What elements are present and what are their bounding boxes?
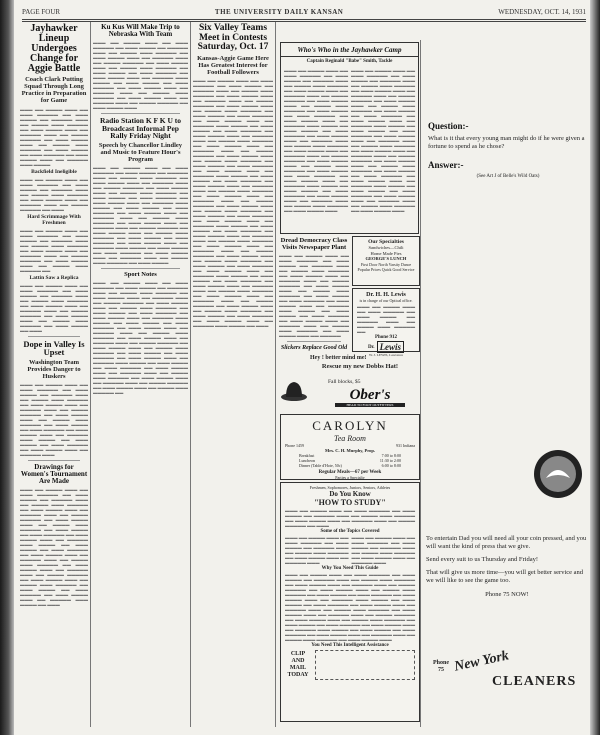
body-text: ▬▬▬ ▬▬ ▬▬▬▬ ▬▬▬ ▬▬ ▬▬▬ ▬▬▬▬▬ ▬▬ ▬▬▬ ▬▬▬▬ ▬▬ ▬▬▬▬▬ ▬▬▬ ▬▬ ▬▬▬▬ ▬▬▬ ▬▬▬▬▬ ▬▬ ▬▬▬ ▬▬▬▬ ▬▬▬ ▬▬ ▬▬▬▬▬ ▬▬▬ ▬▬ ▬▬▬▬ ▬▬▬▬▬ ▬▬ ▬▬▬ bbox=[20, 176, 88, 212]
ad-carolyn-owner: Mrs. C. H. Murphy, Prop. bbox=[324, 448, 376, 453]
ad-specialties-item: Home Made Pies bbox=[370, 250, 402, 256]
ad-ny-phone: Phone 75 bbox=[432, 660, 449, 673]
ad-carolyn-name: CAROLYN bbox=[312, 418, 388, 433]
ad-carolyn-regular: Regular Meals—67 per Week bbox=[318, 470, 382, 475]
ad-study-coupon bbox=[281, 648, 419, 682]
whos-who-box bbox=[280, 42, 419, 234]
scan-edge-right bbox=[590, 0, 600, 735]
body-text: ▬▬▬ ▬▬ ▬▬▬▬ ▬▬▬ ▬▬ ▬▬▬ ▬▬▬▬▬ ▬▬ ▬▬▬ ▬▬▬▬ ▬▬ ▬▬▬▬▬ ▬▬▬ ▬▬ ▬▬▬▬ ▬▬▬ ▬▬▬▬▬ ▬▬ ▬▬▬ ▬▬▬▬ ▬▬▬ ▬▬ ▬▬▬▬▬ ▬▬▬ ▬▬ ▬▬▬▬ ▬▬▬▬▬ ▬▬ ▬▬▬ ▬▬▬▬ ▬▬▬ ▬▬ ▬▬▬▬ ▬▬▬ ▬▬▬▬▬ ▬▬ ▬▬▬ ▬▬▬▬ ▬▬ ▬▬▬ ▬▬▬▬▬ ▬▬ ▬▬▬ ▬▬▬▬ ▬▬▬ ▬▬ ▬▬▬▬▬ ▬▬▬ ▬▬▬▬ ▬▬ ▬▬▬ ▬▬▬▬ ▬▬ ▬▬▬ ▬▬▬▬▬ ▬▬ ▬▬▬ ▬▬▬▬ ▬▬▬ ▬▬ ▬▬▬▬▬ ▬▬▬ ▬▬ ▬▬▬▬ ▬▬▬ ▬▬▬▬▬ ▬▬ ▬▬▬ ▬▬▬▬ ▬▬▬ ▬▬ ▬▬▬▬▬ ▬▬▬ ▬▬ ▬▬▬▬ ▬▬▬▬▬ ▬▬ ▬▬▬ ▬▬▬▬ ▬▬▬ ▬▬ ▬▬▬▬ ▬▬▬ ▬▬▬▬▬ ▬▬ ▬▬▬ ▬▬▬▬ ▬▬ ▬▬▬ ▬▬▬▬▬ ▬▬ ▬▬▬ ▬▬▬▬ ▬▬▬ ▬▬ ▬▬▬▬▬ ▬▬▬ ▬▬▬▬ ▬▬ ▬▬▬ ▬▬▬▬ ▬▬ ▬▬▬ ▬▬▬▬▬ ▬▬ ▬▬▬ ▬▬▬▬ ▬▬▬ ▬▬ ▬▬▬▬▬ ▬▬▬ ▬▬ ▬▬▬▬ ▬▬▬ ▬▬▬▬▬ ▬▬ ▬▬▬ ▬▬▬▬ ▬▬▬ ▬▬ ▬▬▬▬▬ ▬▬▬ ▬▬ ▬▬▬▬ ▬▬▬▬▬ ▬▬ ▬▬▬ ▬▬▬▬ ▬▬▬ ▬▬ ▬▬▬▬ ▬▬▬ ▬▬▬▬▬ ▬▬ bbox=[93, 280, 188, 396]
story-divider bbox=[287, 341, 341, 342]
body-text: ▬▬▬ ▬▬ ▬▬▬▬ ▬▬▬ ▬▬ ▬▬▬ ▬▬▬▬▬ ▬▬ ▬▬▬ ▬▬▬▬ ▬▬ ▬▬▬▬▬ ▬▬▬ ▬▬ ▬▬▬▬ ▬▬▬ ▬▬▬▬▬ ▬▬ ▬▬▬ ▬▬▬▬ ▬▬▬ ▬▬ ▬▬▬▬▬ ▬▬▬ ▬▬ ▬▬▬▬ ▬▬▬▬▬ ▬▬ ▬▬▬ ▬▬▬▬ ▬▬▬ ▬▬ ▬▬▬▬ ▬▬▬ ▬▬▬▬▬ ▬▬ ▬▬▬ ▬▬▬▬ ▬▬ ▬▬▬ ▬▬▬▬▬ ▬▬ ▬▬▬ ▬▬▬▬ ▬▬▬ ▬▬ ▬▬▬▬▬ ▬▬▬ ▬▬▬▬ ▬▬ ▬▬▬ ▬▬▬▬ ▬▬ ▬▬▬ ▬▬▬▬▬ ▬▬ ▬▬▬ ▬▬▬▬ ▬▬▬ ▬▬ ▬▬▬▬▬ ▬▬▬ ▬▬ ▬▬▬▬ ▬▬▬ ▬▬▬▬▬ ▬▬ ▬▬▬ ▬▬▬▬ ▬▬▬ ▬▬ ▬▬▬▬▬ ▬▬▬ ▬▬ ▬▬▬▬ ▬▬▬▬▬ ▬▬ ▬▬▬ ▬▬▬▬ ▬▬▬ ▬▬ ▬▬▬▬ ▬▬▬ ▬▬▬▬▬ ▬▬ ▬▬▬ ▬▬▬▬ ▬▬ ▬▬▬ ▬▬▬▬▬ ▬▬ ▬▬▬ ▬▬▬▬ ▬▬▬ ▬▬ ▬▬▬▬▬ ▬▬▬ ▬▬▬▬ ▬▬ ▬▬▬ bbox=[20, 487, 88, 608]
ad-lewis-line: is in charge of our Optical office. bbox=[359, 298, 413, 303]
ad-obers-line2: Rescue my new Dobbs Hat! bbox=[321, 363, 399, 370]
column-1 bbox=[20, 22, 88, 727]
body-text: ▬▬▬ ▬▬ ▬▬▬▬ ▬▬▬ ▬▬ ▬▬▬ ▬▬▬▬▬ ▬▬ ▬▬▬ ▬▬▬▬ ▬▬ ▬▬▬▬▬ ▬▬▬ ▬▬ ▬▬▬▬ ▬▬▬ ▬▬▬▬▬ ▬▬ ▬▬▬ ▬▬▬▬ ▬▬▬ ▬▬ ▬▬▬▬▬ ▬▬▬ ▬▬ ▬▬▬▬ ▬▬▬▬▬ ▬▬ ▬▬▬ ▬▬▬▬ ▬▬▬ ▬▬ ▬▬▬▬ ▬▬▬ ▬▬▬▬▬ ▬▬ ▬▬▬ ▬▬▬▬ ▬▬ ▬▬▬ ▬▬▬▬▬ ▬▬ ▬▬▬ ▬▬▬▬ ▬▬▬ ▬▬ ▬▬▬▬▬ ▬▬▬ ▬▬▬▬ ▬▬ ▬▬▬ ▬▬▬▬ ▬▬ ▬▬▬ ▬▬▬▬▬ ▬▬ ▬▬▬ ▬▬▬▬ ▬▬▬ ▬▬ ▬▬▬▬▬ ▬▬▬ bbox=[20, 382, 88, 458]
ad-dr-lewis bbox=[352, 288, 420, 357]
ad-ny-cleaners: CLEANERS bbox=[492, 674, 577, 689]
ad-specialties-item: GEORGE'S LUNCH bbox=[365, 256, 407, 261]
subhead-kansas-aggie: Kansas-Aggie Game Here Has Greatest Interest for Football Followers bbox=[197, 54, 269, 76]
ad-obers-logo bbox=[335, 388, 405, 408]
ad-ent-line2: Send every suit to us Thursday and Friday! bbox=[426, 556, 538, 563]
ad-carolyn-address: 931 Indiana bbox=[396, 443, 415, 448]
ad-carolyn-sub: Tea Room bbox=[334, 434, 366, 443]
ad-study-body: ▬▬▬ ▬▬ ▬▬▬▬ ▬▬▬ ▬▬ ▬▬▬ ▬▬▬▬▬ ▬▬ ▬▬▬ ▬▬▬▬ ▬▬ ▬▬▬▬▬ ▬▬▬ ▬▬ ▬▬▬▬ ▬▬▬ ▬▬▬▬▬ ▬▬ ▬▬▬ ▬▬▬▬ ▬▬▬ ▬▬ ▬▬▬▬▬ ▬▬▬ ▬▬ ▬▬▬▬ ▬▬▬▬▬ ▬▬ ▬▬▬ bbox=[285, 508, 415, 528]
subhead-lattin: Lattin Saw a Replica bbox=[29, 274, 79, 281]
subhead-coach-clark: Coach Clark Putting Squad Through Long Practice in Preparation for Game bbox=[21, 76, 87, 105]
column-rule bbox=[90, 22, 91, 727]
ad-study-why-body: ▬▬▬ ▬▬ ▬▬▬▬ ▬▬▬ ▬▬ ▬▬▬ ▬▬▬▬▬ ▬▬ ▬▬▬ ▬▬▬▬ ▬▬ ▬▬▬▬▬ ▬▬▬ ▬▬ ▬▬▬▬ ▬▬▬ ▬▬▬▬▬ ▬▬ ▬▬▬ ▬▬▬▬ ▬▬▬ ▬▬ ▬▬▬▬▬ ▬▬▬ ▬▬ ▬▬▬▬ ▬▬▬▬▬ ▬▬ ▬▬▬ ▬▬▬▬ ▬▬▬ ▬▬ ▬▬▬▬ ▬▬▬ ▬▬▬▬▬ ▬▬ ▬▬▬ ▬▬▬▬ ▬▬ ▬▬▬ ▬▬▬▬▬ ▬▬ ▬▬▬ ▬▬▬▬ ▬▬▬ ▬▬ ▬▬▬▬▬ ▬▬▬ ▬▬▬▬ ▬▬ ▬▬▬ ▬▬▬▬ ▬▬ ▬▬▬ ▬▬▬▬▬ ▬▬ ▬▬▬ ▬▬▬▬ ▬▬▬ ▬▬ ▬▬▬▬▬ ▬▬▬ ▬▬ ▬▬▬▬ ▬▬▬ ▬▬▬▬▬ ▬▬ ▬▬▬ ▬▬▬▬ ▬▬▬ ▬▬ ▬▬▬▬▬ ▬▬▬ ▬▬ ▬▬▬▬ ▬▬▬▬▬ ▬▬ ▬▬▬ ▬▬▬▬ ▬▬▬ ▬▬ ▬▬▬▬ ▬▬▬ ▬▬▬▬▬ ▬▬ ▬▬▬ ▬▬▬▬ ▬▬ ▬▬▬ ▬▬▬▬▬ ▬▬ ▬▬▬ ▬▬▬▬ ▬▬▬ ▬▬ ▬▬▬▬▬ ▬▬▬ ▬▬▬▬ ▬▬ ▬▬▬ ▬▬▬▬ ▬▬ ▬▬▬ ▬▬▬▬▬ ▬▬ ▬▬▬ ▬▬▬▬ ▬▬▬ ▬▬ ▬▬▬▬▬ ▬▬▬ ▬▬ ▬▬▬▬ ▬▬▬ ▬▬▬▬▬ ▬▬ ▬▬▬ ▬▬▬▬ ▬▬▬ bbox=[285, 572, 415, 642]
ad-georges-lunch bbox=[352, 236, 420, 286]
ad-ent-line1: To entertain Dad you will need all your coin pressed, and you will want the kind of press that we give. bbox=[426, 535, 587, 550]
header-rule bbox=[22, 19, 586, 20]
ad-study-audience: Freshmen, Sophomores, Juniors, Seniors, Athletes bbox=[309, 485, 391, 490]
ad-study-do-you: Do You Know bbox=[329, 490, 371, 498]
headline-radio-station: Radio Station K F K U to Broadcast Informal Pep Rally Friday Night bbox=[100, 116, 181, 140]
column-rule bbox=[275, 22, 276, 727]
ad-lewis-name: Dr. H. H. Lewis bbox=[366, 292, 406, 298]
ad-carolyn-parties: Parties a Specialty bbox=[335, 475, 365, 480]
story-divider bbox=[101, 113, 180, 114]
header-date: WEDNESDAY, OCT. 14, 1931 bbox=[498, 8, 586, 16]
headline-drawings: Drawings for Women's Tournament Are Made bbox=[20, 463, 88, 486]
ad-specialties-item: Sandwiches—Chili bbox=[368, 245, 404, 250]
ad-entertain-dad bbox=[426, 535, 588, 635]
ad-lewis-body: ▬▬▬ ▬▬ ▬▬▬▬ ▬▬▬ ▬▬ ▬▬▬ ▬▬▬▬▬ ▬▬ ▬▬▬ ▬▬▬▬ ▬▬ ▬▬▬▬▬ ▬▬▬ ▬▬ ▬▬▬▬ ▬▬▬ ▬▬▬▬▬ ▬▬ bbox=[357, 304, 415, 334]
body-text: ▬▬▬ ▬▬ ▬▬▬▬ ▬▬▬ ▬▬ ▬▬▬ ▬▬▬▬▬ ▬▬ ▬▬▬ ▬▬▬▬ ▬▬ ▬▬▬▬▬ ▬▬▬ ▬▬ ▬▬▬▬ ▬▬▬ ▬▬▬▬▬ ▬▬ ▬▬▬ ▬▬▬▬ ▬▬▬ ▬▬ ▬▬▬▬▬ ▬▬▬ ▬▬ ▬▬▬▬ ▬▬▬▬▬ ▬▬ ▬▬▬ ▬▬▬▬ ▬▬▬ ▬▬ ▬▬▬▬ ▬▬▬ ▬▬▬▬▬ ▬▬ bbox=[20, 227, 88, 273]
subhead-washington: Washington Team Provides Danger to Huskers bbox=[27, 358, 81, 381]
ad-how-to-study bbox=[280, 482, 420, 722]
ad-obers-line1: Hey ! better mind me! bbox=[310, 355, 367, 361]
headline-ku-kus: Ku Kus Will Make Trip to Nebraska With Team bbox=[101, 23, 180, 38]
meal-row: Breakfast 7:00 to 8:00 bbox=[299, 453, 401, 458]
answer-label: Answer:- bbox=[428, 160, 464, 170]
answer-text: (See Art J of Belle's Wild Oats) bbox=[476, 174, 540, 179]
column-5-question bbox=[428, 120, 588, 280]
ad-carolyn-tea-room bbox=[280, 414, 420, 480]
headline-jayhawker-lineup: Jayhawker Lineup Undergoes Change for Aggie Battle bbox=[27, 23, 81, 74]
ad-obers-brand: Ober's bbox=[349, 387, 391, 403]
ad-lewis-brand: Lewis bbox=[377, 341, 405, 353]
ad-lewis-phone: Phone 912 bbox=[374, 335, 398, 340]
ad-specialties-item: Popular Prices Quick Good Service bbox=[357, 266, 415, 272]
body-text: ▬▬▬ ▬▬ ▬▬▬▬ ▬▬▬ ▬▬ ▬▬▬ ▬▬▬▬▬ ▬▬ ▬▬▬ ▬▬▬▬ ▬▬ ▬▬▬▬▬ ▬▬▬ ▬▬ ▬▬▬▬ ▬▬▬ ▬▬▬▬▬ ▬▬ ▬▬▬ ▬▬▬▬ ▬▬▬ ▬▬ ▬▬▬▬▬ ▬▬▬ ▬▬ ▬▬▬▬ ▬▬▬▬▬ ▬▬ ▬▬▬ ▬▬▬▬ ▬▬▬ ▬▬ ▬▬▬▬ ▬▬▬ ▬▬▬▬▬ ▬▬ ▬▬▬ ▬▬▬▬ ▬▬ ▬▬▬ bbox=[20, 282, 88, 333]
ad-study-need: You Need This Intelligent Assistance bbox=[311, 643, 389, 648]
question-label: Question:- bbox=[428, 121, 469, 131]
ad-obers-tagline: HEAD TO FOOT OUTFITTERS bbox=[335, 403, 405, 407]
question-text: What is it that every young man might do if he were given a fortune to spend as he chose? bbox=[428, 135, 585, 150]
scan-edge-left bbox=[0, 0, 14, 735]
headline-sport-notes: Sport Notes bbox=[124, 270, 157, 278]
subhead-chancellor: Speech by Chancellor Lindley and Music to Feature Hour's Program bbox=[98, 141, 183, 163]
subhead-scrimmage: Hard Scrimmage With Freshmen bbox=[27, 213, 81, 226]
ad-ent-line3: That will give us more time—you will get better service and we will like to see the game too. bbox=[426, 569, 584, 584]
ad-specialties-title: Our Specialties bbox=[368, 239, 404, 245]
ad-specialties-item: First Door North Varsity Dance bbox=[360, 261, 412, 267]
body-text: ▬▬▬ ▬▬ ▬▬▬▬ ▬▬▬ ▬▬ ▬▬▬ ▬▬▬▬▬ ▬▬ ▬▬▬ ▬▬▬▬ ▬▬ ▬▬▬▬▬ ▬▬▬ ▬▬ ▬▬▬▬ ▬▬▬ ▬▬▬▬▬ ▬▬ ▬▬▬ ▬▬▬▬ ▬▬▬ ▬▬ ▬▬▬▬▬ ▬▬▬ ▬▬ ▬▬▬▬ ▬▬▬▬▬ ▬▬ ▬▬▬ ▬▬▬▬ ▬▬▬ ▬▬ ▬▬▬▬ ▬▬▬ ▬▬▬▬▬ ▬▬ ▬▬▬ ▬▬▬▬ ▬▬ ▬▬▬ ▬▬▬▬▬ ▬▬ ▬▬▬ ▬▬▬▬ ▬▬▬ ▬▬ ▬▬▬▬▬ ▬▬▬ ▬▬▬▬ ▬▬ ▬▬▬ ▬▬▬▬ ▬▬ ▬▬▬ ▬▬▬▬▬ ▬▬ ▬▬▬ ▬▬▬▬ ▬▬▬ ▬▬ ▬▬▬▬▬ ▬▬▬ ▬▬ ▬▬▬▬ ▬▬▬ ▬▬▬▬▬ ▬▬ ▬▬▬ ▬▬▬▬ ▬▬▬ ▬▬ ▬▬▬▬▬ ▬▬▬ ▬▬ ▬▬▬▬ ▬▬▬▬▬ ▬▬ ▬▬▬ ▬▬▬▬ ▬▬▬ bbox=[93, 40, 188, 110]
ad-lewis-logo: Dr. Lewis bbox=[353, 341, 419, 353]
body-text: ▬▬▬ ▬▬ ▬▬▬▬ ▬▬▬ ▬▬ ▬▬▬ ▬▬▬▬▬ ▬▬ ▬▬▬ ▬▬▬▬ ▬▬ ▬▬▬▬▬ ▬▬▬ ▬▬ ▬▬▬▬ ▬▬▬ ▬▬▬▬▬ ▬▬ ▬▬▬ ▬▬▬▬ ▬▬▬ ▬▬ ▬▬▬▬▬ ▬▬▬ ▬▬ ▬▬▬▬ ▬▬▬▬▬ ▬▬ ▬▬▬ ▬▬▬▬ ▬▬▬ ▬▬ ▬▬▬▬ ▬▬▬ ▬▬▬▬▬ ▬▬ ▬▬▬ ▬▬▬▬ ▬▬ ▬▬▬ ▬▬▬▬▬ ▬▬ ▬▬▬ ▬▬▬▬ ▬▬▬ ▬▬ ▬▬▬▬▬ ▬▬▬ ▬▬▬▬ bbox=[20, 106, 88, 167]
ad-study-title: "HOW TO STUDY" bbox=[314, 498, 386, 507]
ad-lewis-location: W. J. LEWIS, Lawrence bbox=[368, 353, 404, 357]
story-divider bbox=[28, 336, 80, 337]
headline-democracy-class: Dread Democracy Class Visits Newspaper Plant bbox=[280, 237, 348, 251]
meal-row: Luncheon 11:30 to 2:00 bbox=[299, 458, 401, 463]
subhead-captain: Captain Reginald "Babe" Smith, Tackle bbox=[306, 59, 393, 64]
headline-six-valley-teams: Six Valley Teams Meet in Contests Saturday, Oct. 17 bbox=[197, 23, 269, 52]
ad-obers bbox=[280, 355, 418, 410]
ad-study-topic-list: ▬▬▬ ▬▬ ▬▬▬▬ ▬▬▬ ▬▬ ▬▬▬ ▬▬▬▬▬ ▬▬ ▬▬▬ ▬▬▬▬ ▬▬ ▬▬▬▬▬ ▬▬▬ ▬▬ ▬▬▬▬ ▬▬▬ ▬▬▬▬▬ ▬▬ ▬▬▬ ▬▬▬▬ ▬▬▬ ▬▬ ▬▬▬▬▬ ▬▬▬ ▬▬▬ ▬▬ ▬▬▬▬ ▬▬▬ ▬▬ ▬▬▬ ▬▬▬▬▬ ▬▬ ▬▬▬ ▬▬▬▬ ▬▬ ▬▬▬▬▬ ▬▬▬ ▬▬ ▬▬▬▬ ▬▬▬ ▬▬▬▬▬ ▬▬ ▬▬▬ ▬▬▬▬ ▬▬▬ ▬▬ ▬▬▬▬▬ ▬▬▬ bbox=[285, 535, 415, 565]
meal-row: Dinner (Table d'Hote, 50c) 6:00 to 8:00 bbox=[299, 463, 401, 468]
ad-carolyn-phone: Phone 1459 bbox=[285, 443, 304, 448]
header-masthead: THE UNIVERSITY DAILY KANSAN bbox=[214, 8, 344, 16]
headline-slickers: Slickers Replace Good Old bbox=[280, 345, 348, 351]
column-4-stories bbox=[279, 236, 349, 351]
header-page-number: PAGE FOUR bbox=[22, 8, 61, 16]
body-text: ▬▬▬ ▬▬ ▬▬▬▬ ▬▬▬ ▬▬ ▬▬▬ ▬▬▬▬▬ ▬▬ ▬▬▬ ▬▬▬▬ ▬▬ ▬▬▬▬▬ ▬▬▬ ▬▬ ▬▬▬▬ ▬▬▬ ▬▬▬▬▬ ▬▬ ▬▬▬ ▬▬▬▬ ▬▬▬ ▬▬ ▬▬▬▬▬ ▬▬▬ ▬▬ ▬▬▬▬ ▬▬▬▬▬ ▬▬ ▬▬▬ ▬▬▬▬ ▬▬▬ ▬▬ ▬▬▬▬ ▬▬▬ ▬▬▬▬▬ ▬▬ ▬▬▬ ▬▬▬▬ ▬▬ ▬▬▬ ▬▬▬▬▬ ▬▬ ▬▬▬ ▬▬▬▬ ▬▬▬ ▬▬ ▬▬▬▬▬ ▬▬▬ ▬▬▬▬ ▬▬ ▬▬▬ ▬▬▬▬ ▬▬ ▬▬▬ ▬▬▬▬▬ ▬▬ ▬▬▬ ▬▬▬▬ ▬▬▬ ▬▬ ▬▬▬▬▬ ▬▬▬ ▬▬ ▬▬▬▬ ▬▬▬ ▬▬▬▬▬ ▬▬ ▬▬▬ ▬▬▬▬ ▬▬▬ ▬▬ ▬▬▬▬▬ ▬▬▬ ▬▬ ▬▬▬▬ ▬▬▬▬▬ ▬▬ ▬▬▬ ▬▬▬▬ ▬▬▬ ▬▬ ▬▬▬▬ ▬▬▬ ▬▬▬▬▬ ▬▬ ▬▬▬ ▬▬▬▬ ▬▬ ▬▬▬ ▬▬▬▬▬ ▬▬ ▬▬▬ ▬▬▬▬ ▬▬▬ ▬▬ ▬▬▬▬▬ ▬▬▬ ▬▬▬▬ ▬▬ ▬▬▬ ▬▬▬▬ ▬▬ ▬▬▬ ▬▬▬▬▬ ▬▬ ▬▬▬ ▬▬▬▬ ▬▬▬ ▬▬ ▬▬▬▬▬ ▬▬▬ ▬▬ ▬▬▬▬ ▬▬▬ ▬▬▬▬▬ ▬▬ ▬▬▬ ▬▬▬▬ ▬▬▬ bbox=[351, 67, 415, 213]
ad-obers-line3: Fall blocks, $5 bbox=[328, 379, 361, 385]
column-rule bbox=[190, 22, 191, 727]
body-text: ▬▬▬ ▬▬ ▬▬▬▬ ▬▬▬ ▬▬ ▬▬▬ ▬▬▬▬▬ ▬▬ ▬▬▬ ▬▬▬▬ ▬▬ ▬▬▬▬▬ ▬▬▬ ▬▬ ▬▬▬▬ ▬▬▬ ▬▬▬▬▬ ▬▬ ▬▬▬ ▬▬▬▬ ▬▬▬ ▬▬ ▬▬▬▬▬ ▬▬▬ ▬▬ ▬▬▬▬ ▬▬▬▬▬ ▬▬ ▬▬▬ ▬▬▬▬ ▬▬▬ ▬▬ ▬▬▬▬ ▬▬▬ ▬▬▬▬▬ ▬▬ ▬▬▬ ▬▬▬▬ ▬▬ ▬▬▬ ▬▬▬▬▬ ▬▬ ▬▬▬ ▬▬▬▬ ▬▬▬ ▬▬ ▬▬▬▬▬ ▬▬▬ ▬▬▬▬ ▬▬ ▬▬▬ ▬▬▬▬ ▬▬ ▬▬▬ ▬▬▬▬▬ ▬▬ ▬▬▬ ▬▬▬▬ ▬▬▬ ▬▬ ▬▬▬▬▬ ▬▬▬ ▬▬ ▬▬▬▬ ▬▬▬ ▬▬▬▬▬ ▬▬ ▬▬▬ ▬▬▬▬ ▬▬▬ ▬▬ ▬▬▬▬▬ ▬▬▬ ▬▬ ▬▬▬▬ ▬▬▬▬▬ ▬▬ ▬▬▬ ▬▬▬▬ ▬▬▬ ▬▬ ▬▬▬▬ ▬▬▬ ▬▬▬▬▬ ▬▬ ▬▬▬ ▬▬▬▬ ▬▬ ▬▬▬ ▬▬▬▬▬ ▬▬ ▬▬▬ ▬▬▬▬ ▬▬▬ ▬▬ ▬▬▬▬▬ ▬▬▬ ▬▬▬▬ ▬▬ ▬▬▬ ▬▬▬▬ ▬▬ ▬▬▬ ▬▬▬▬▬ ▬▬ ▬▬▬ ▬▬▬▬ ▬▬▬ ▬▬ ▬▬▬▬▬ ▬▬▬ ▬▬ ▬▬▬▬ ▬▬▬ ▬▬▬▬▬ ▬▬ ▬▬▬ ▬▬▬▬ ▬▬▬ bbox=[284, 67, 348, 213]
story-divider bbox=[101, 268, 180, 269]
headline-whos-who: Who's Who in the Jayhawker Camp bbox=[281, 45, 418, 57]
ad-ny-name: New York bbox=[452, 648, 511, 675]
page-header bbox=[22, 8, 586, 18]
coupon-form[interactable] bbox=[315, 650, 415, 680]
column-2 bbox=[93, 22, 188, 727]
column-rule bbox=[420, 40, 421, 727]
body-text: ▬▬▬ ▬▬ ▬▬▬▬ ▬▬▬ ▬▬ ▬▬▬ ▬▬▬▬▬ ▬▬ ▬▬▬ ▬▬▬▬ ▬▬ ▬▬▬▬▬ ▬▬▬ ▬▬ ▬▬▬▬ ▬▬▬ ▬▬▬▬▬ ▬▬ ▬▬▬ ▬▬▬▬ ▬▬▬ ▬▬ ▬▬▬▬▬ ▬▬▬ ▬▬ ▬▬▬▬ ▬▬▬▬▬ ▬▬ ▬▬▬ ▬▬▬▬ ▬▬▬ ▬▬ ▬▬▬▬ ▬▬▬ ▬▬▬▬▬ ▬▬ ▬▬▬ ▬▬▬▬ ▬▬ ▬▬▬ ▬▬▬▬▬ ▬▬ ▬▬▬ ▬▬▬▬ ▬▬▬ ▬▬ ▬▬▬▬▬ ▬▬▬ ▬▬▬▬ ▬▬ ▬▬▬ ▬▬▬▬ ▬▬ ▬▬▬ ▬▬▬▬▬ ▬▬ ▬▬▬ ▬▬▬▬ ▬▬▬ ▬▬ ▬▬▬▬▬ ▬▬▬ ▬▬ ▬▬▬▬ ▬▬▬ ▬▬▬▬▬ ▬▬ ▬▬▬ ▬▬▬▬ ▬▬▬ ▬▬ ▬▬▬▬▬ ▬▬▬ ▬▬ ▬▬▬▬ ▬▬▬▬▬ ▬▬ ▬▬▬ ▬▬▬▬ ▬▬▬ ▬▬ ▬▬▬▬ ▬▬▬ ▬▬▬▬▬ ▬▬ ▬▬▬ ▬▬▬▬ ▬▬ ▬▬▬ ▬▬▬▬▬ ▬▬ ▬▬▬ ▬▬▬▬ ▬▬▬ ▬▬ ▬▬▬▬▬ ▬▬▬ ▬▬▬▬ ▬▬ ▬▬▬ ▬▬▬▬ ▬▬ ▬▬▬ ▬▬▬▬▬ ▬▬ ▬▬▬ ▬▬▬▬ ▬▬▬ ▬▬ ▬▬▬▬▬ ▬▬▬ ▬▬ ▬▬▬▬ ▬▬▬ ▬▬▬▬▬ ▬▬ ▬▬▬ ▬▬▬▬ ▬▬▬ ▬▬ ▬▬▬▬▬ ▬▬▬ ▬▬ ▬▬▬▬ ▬▬▬▬▬ ▬▬ ▬▬▬ ▬▬▬▬ ▬▬▬ ▬▬ ▬▬▬▬ ▬▬▬ ▬▬▬▬▬ ▬▬ ▬▬▬ ▬▬▬▬ ▬▬ ▬▬▬ ▬▬▬▬▬ ▬▬ ▬▬▬ ▬▬▬▬ ▬▬▬ ▬▬ ▬▬▬▬▬ ▬▬▬ ▬▬▬▬ ▬▬ ▬▬▬ ▬▬▬▬ ▬▬ ▬▬▬ ▬▬▬▬▬ ▬▬ ▬▬▬ ▬▬▬▬ ▬▬▬ ▬▬ ▬▬▬▬▬ ▬▬▬ ▬▬ ▬▬▬▬ ▬▬▬ ▬▬▬▬▬ ▬▬ ▬▬▬ ▬▬▬▬ ▬▬▬ ▬▬ ▬▬▬▬▬ ▬▬▬ ▬▬ ▬▬▬▬ ▬▬▬▬▬ ▬▬ ▬▬▬ ▬▬▬▬ ▬▬▬ ▬▬ ▬▬▬▬ ▬▬▬ ▬▬▬▬▬ ▬▬ ▬▬▬ ▬▬▬▬ ▬▬ ▬▬▬ ▬▬▬▬▬ ▬▬ ▬▬▬ ▬▬▬▬ ▬▬▬ ▬▬ ▬▬▬▬▬ ▬▬▬ ▬▬▬▬ ▬▬ ▬▬▬ ▬▬▬▬ ▬▬ ▬▬▬ ▬▬▬▬▬ ▬▬ ▬▬▬ ▬▬▬▬ ▬▬▬ ▬▬ ▬▬▬▬▬ ▬▬▬ ▬▬ ▬▬▬▬ ▬▬▬ ▬▬▬▬▬ ▬▬ ▬▬▬ ▬▬▬▬ ▬▬▬ ▬▬ ▬▬▬▬▬ ▬▬▬ ▬▬ ▬▬▬▬ ▬▬▬▬▬ ▬▬ ▬▬▬ ▬▬▬▬ ▬▬▬ ▬▬ ▬▬▬▬ ▬▬▬ ▬▬▬▬▬ ▬▬ ▬▬▬ ▬▬▬▬ ▬▬ ▬▬▬ ▬▬▬▬▬ ▬▬ ▬▬▬ ▬▬▬▬ ▬▬▬ ▬▬ ▬▬▬▬▬ ▬▬▬ ▬▬▬▬ ▬▬ ▬▬▬ bbox=[193, 77, 273, 328]
ad-study-topics: Some of the Topics Covered bbox=[320, 529, 380, 534]
body-text: ▬▬▬ ▬▬ ▬▬▬▬ ▬▬▬ ▬▬ ▬▬▬ ▬▬▬▬▬ ▬▬ ▬▬▬ ▬▬▬▬ ▬▬ ▬▬▬▬▬ ▬▬▬ ▬▬ ▬▬▬▬ ▬▬▬ ▬▬▬▬▬ ▬▬ ▬▬▬ ▬▬▬▬ ▬▬▬ ▬▬ ▬▬▬▬▬ ▬▬▬ ▬▬ ▬▬▬▬ ▬▬▬▬▬ ▬▬ ▬▬▬ ▬▬▬▬ ▬▬▬ ▬▬ ▬▬▬▬ ▬▬▬ ▬▬▬▬▬ ▬▬ ▬▬▬ ▬▬▬▬ ▬▬ ▬▬▬ ▬▬▬▬▬ ▬▬ ▬▬▬ ▬▬▬▬ ▬▬▬ ▬▬ ▬▬▬▬▬ ▬▬▬ ▬▬▬▬ ▬▬ ▬▬▬ ▬▬▬▬ ▬▬ ▬▬▬ ▬▬▬▬▬ ▬▬ ▬▬▬ ▬▬▬▬ ▬▬▬ ▬▬ ▬▬▬▬▬ ▬▬▬ ▬▬ ▬▬▬▬ ▬▬▬ ▬▬▬▬▬ ▬▬ ▬▬▬ ▬▬▬▬ ▬▬▬ ▬▬ ▬▬▬▬▬ bbox=[279, 253, 349, 338]
story-divider bbox=[28, 460, 80, 461]
hat-illustration bbox=[280, 375, 308, 405]
ad-study-clip: CLIP AND MAIL TODAY bbox=[287, 651, 309, 678]
ad-ent-phone: Phone 75 NOW! bbox=[485, 591, 529, 598]
ad-study-why: Why You Need This Guide bbox=[321, 566, 379, 571]
headline-dope-upset: Dope in Valley Is Upset bbox=[23, 338, 85, 358]
body-text: ▬▬▬ ▬▬ ▬▬▬▬ ▬▬▬ ▬▬ ▬▬▬ ▬▬▬▬▬ ▬▬ ▬▬▬ ▬▬▬▬ ▬▬ ▬▬▬▬▬ ▬▬▬ ▬▬ ▬▬▬▬ ▬▬▬ ▬▬▬▬▬ ▬▬ ▬▬▬ ▬▬▬▬ ▬▬▬ ▬▬ ▬▬▬▬▬ ▬▬▬ ▬▬ ▬▬▬▬ ▬▬▬▬▬ ▬▬ ▬▬▬ ▬▬▬▬ ▬▬▬ ▬▬ ▬▬▬▬ ▬▬▬ ▬▬▬▬▬ ▬▬ ▬▬▬ ▬▬▬▬ ▬▬ ▬▬▬ ▬▬▬▬▬ ▬▬ ▬▬▬ ▬▬▬▬ ▬▬▬ ▬▬ ▬▬▬▬▬ ▬▬▬ ▬▬▬▬ ▬▬ ▬▬▬ ▬▬▬▬ ▬▬ ▬▬▬ ▬▬▬▬▬ ▬▬ ▬▬▬ ▬▬▬▬ ▬▬▬ ▬▬ ▬▬▬▬▬ ▬▬▬ ▬▬ ▬▬▬▬ ▬▬▬ ▬▬▬▬▬ ▬▬ ▬▬▬ ▬▬▬▬ ▬▬▬ ▬▬ ▬▬▬▬▬ ▬▬▬ ▬▬ ▬▬▬▬ ▬▬▬▬▬ ▬▬ ▬▬▬ ▬▬▬▬ ▬▬▬ ▬▬ ▬▬▬▬ ▬▬▬ ▬▬▬▬▬ ▬▬ ▬▬▬ ▬▬▬▬ ▬▬ ▬▬▬ ▬▬▬▬▬ ▬▬ ▬▬▬ ▬▬▬▬ ▬▬▬ ▬▬ ▬▬▬▬▬ ▬▬▬ ▬▬▬▬ ▬▬ ▬▬▬ ▬▬▬▬ ▬▬ ▬▬▬ ▬▬▬▬▬ ▬▬ ▬▬▬ ▬▬▬▬ ▬▬▬ ▬▬ ▬▬▬▬▬ ▬▬▬ ▬▬ ▬▬▬▬ ▬▬▬ ▬▬▬▬▬ ▬▬ ▬▬▬ ▬▬▬▬ bbox=[93, 164, 188, 265]
jayhawk-emblem bbox=[532, 448, 584, 500]
ad-new-york-cleaners bbox=[430, 648, 588, 723]
column-3 bbox=[193, 22, 273, 727]
subhead-backfield: Backfield Ineligible bbox=[31, 168, 77, 175]
